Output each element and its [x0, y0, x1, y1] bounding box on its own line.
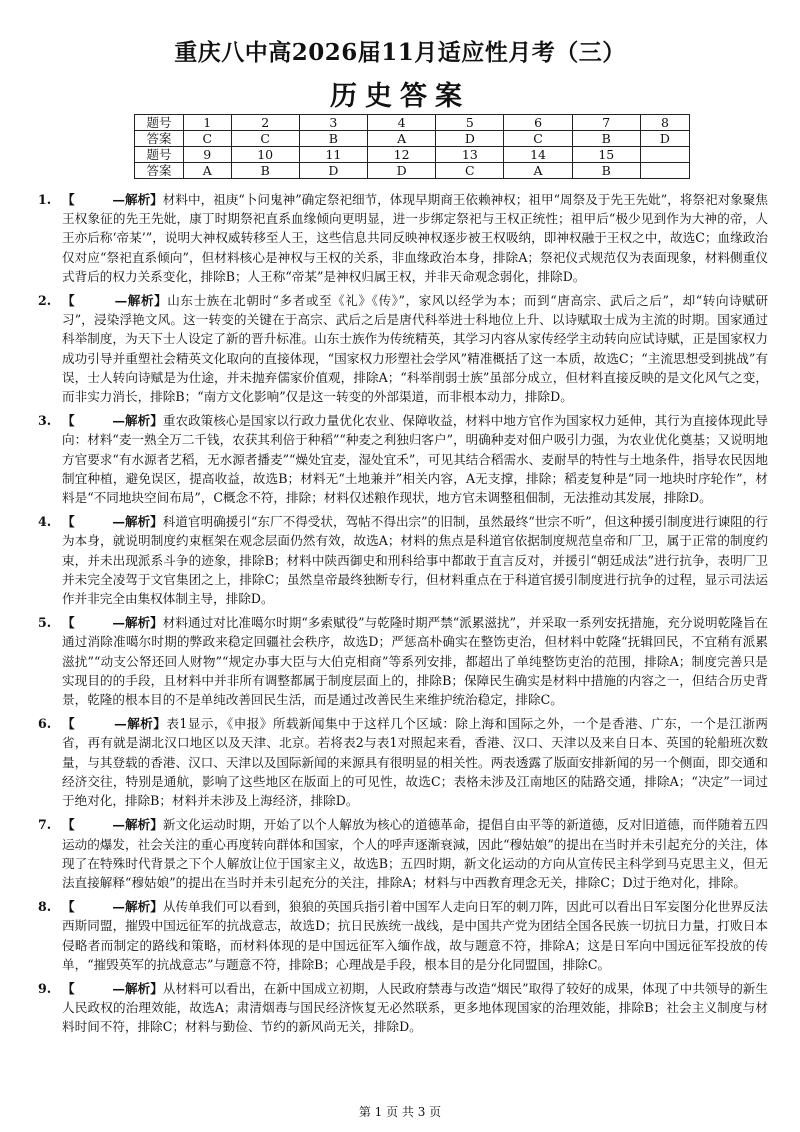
answer-table-cell: A	[504, 163, 572, 179]
question-number: 2.	[38, 293, 52, 309]
explanation-tag: 【 —解析】	[62, 192, 163, 207]
explanation-text: 科道官明确援引“东厂不得受状，驾帖不得出宗”的旧制，虽然最终“世宗不听”，但这种援引制度进行谏阻的行为本身，就说明制度约束框架在观念层面仍然有效，故选A；材料的焦点是科道官依据制度规范皇帝和厂卫，属于正常的制度约束，并未出现派系斗争的迹象，排除B；材料中陕西御史和刑科给事中都敢于直言反对，并援引“朝廷成法”进行抗争，表明厂卫并未完全凌驾于文官集团之上，排除C；虽然皇帝最终独断专行，但材料重点在于科道官援引制度进行抗争的过程，显示司法运作并非完全由集权体制主导，排除D。	[62, 514, 768, 607]
answer-table-cell: B	[572, 131, 640, 147]
explanation-tag: 【 —解析】	[62, 980, 163, 996]
explanation-body	[62, 897, 768, 974]
answer-table-row	[135, 147, 690, 163]
explanation-body	[62, 512, 768, 608]
answer-table-cell: 2	[231, 115, 299, 131]
answer-table-cell: D	[299, 163, 367, 179]
answer-table-row	[135, 131, 690, 147]
question-explanation	[38, 815, 768, 892]
answer-table-cell: 3	[299, 115, 367, 131]
answer-table-cell: C	[184, 131, 232, 147]
explanation-text: 山东士族在北朝时“多者或至《礼》《传》”，家风以经学为本；而到“唐高宗、武后之后”，却“转向诗赋研习”，浸染浮艳文风。这一转变的关键在于高宗、武后之后是唐代科举进士科地位上升、以诗赋取士成为主流的时期。国家通过科举制度，为天下士人设定了新的晋升标准。山东士族作为传统精英，其学习内容从家传经学主动转向应试诗赋，正是国家权力成功引导并重塑社会精英文化取向的直接体现，“国家权力形塑社会学风”精准概括了这一本质，故选C；“主流思想受到挑战”有误，士人转向诗赋是为仕途，并未抛弃儒家价值观，排除A；“科举削弱士族”虽部分成立，但材料直接反映的是文化风气之变，而非实力消长，排除B；“南方文化影响”仅是这一转变的外部渠道，而非根本动力，排除D。	[62, 293, 769, 405]
answer-table-header-cell: 题号	[135, 115, 184, 131]
answer-table-cell: B	[231, 163, 299, 179]
question-number: 5.	[38, 615, 52, 631]
question-number: 9.	[38, 980, 52, 996]
answer-table-cell	[640, 147, 689, 163]
answer-table-cell: 12	[368, 147, 436, 163]
answer-table-cell: 1	[184, 115, 232, 131]
answer-table-cell: 8	[640, 115, 689, 131]
explanation-body	[62, 190, 768, 286]
answer-table-cell: 7	[572, 115, 640, 131]
explanation-body	[62, 411, 768, 507]
explanation-text: 表1显示，《申报》所载新闻集中于这样几个区域：除上海和国际之外，一个是香港、广东，一个是江浙两省，再有就是湖北汉口地区以及天津、北京。若将表2与表1对照起来看，香港、汉口、天津以及来自日本、英国的轮船班次数量，与其登载的香港、汉口、天津以及国际新闻的来源具有很明显的相关性。两表透露了版面安排新闻的另一个侧面，即交通和经济交往，特别是通航，影响了这些地区在版面上的可见性，故选C；表格未涉及江南地区的陆路交通，排除A；“决定”一词过于绝对化，排除B；材料并未涉及上海经济，排除D。	[62, 716, 768, 809]
question-number: 8.	[38, 899, 52, 915]
answer-table	[134, 114, 690, 179]
explanation-tag: 【 —解析】	[62, 716, 167, 732]
question-number: 6.	[38, 716, 52, 732]
answer-table-row	[135, 163, 690, 179]
answer-table-cell: 9	[184, 147, 232, 163]
explanation-body	[62, 979, 768, 1037]
explanation-text: 新文化运动时期，开始了以个人解放为核心的道德革命，提倡自由平等的新道德，反对旧道德，而伴随着五四运动的爆发，社会关注的重心再度转向群体和国家，个人的呼声逐渐衰減，因此“穆姑娘”的提出在当时并未引起充分的关注，体现了在特殊时代背景之下个人解放让位于国家主义，故选B；五四时期，新文化运动的方向从宣传民主科学到马克思主义，但无法直接解释“穆姑娘”的提出在当时并未引起充分的关注，排除A；材料与中西教育理念无关，排除C；D过于绝对化，排除。	[62, 817, 769, 890]
answer-table-cell: 11	[299, 147, 367, 163]
explanation-tag: 【 —解析】	[62, 817, 163, 833]
question-number: 3.	[38, 413, 52, 429]
subject-title: 历史答案	[330, 81, 470, 112]
explanation-body	[62, 815, 768, 892]
question-explanation	[38, 291, 768, 406]
explanation-text: 从传单我们可以看到，狼狼的英国兵指引着中国军人走向日军的刺刀阵，因此可以看出日军妄图分化世界反法西斯同盟，摧毁中国远征军的抗战意志，故选D；抗日民族统一战线，是中国共产党为团结全国各民族一切抗日力量，打败日本侵略者而制定的路线和策略，而材料体现的是中国远征军入缅作战，故与题意不符，排除A；这是日军向中国远征军投放的传单，“摧毁英军的抗战意志”与题意不符，排除B；心理战是手段，根本目的是分化同盟国，排除C。	[62, 899, 769, 972]
explanations-list	[38, 190, 768, 1042]
answer-table-cell: A	[184, 163, 232, 179]
question-number: 1.	[38, 192, 52, 207]
explanation-body	[62, 714, 768, 810]
explanation-tag: 【 —解析】	[62, 413, 163, 429]
answer-table-cell: C	[504, 131, 572, 147]
answer-table-header-cell: 答案	[135, 163, 184, 179]
explanation-tag: 【 —解析】	[62, 293, 168, 309]
question-number: 7.	[38, 817, 52, 833]
explanation-text: 重农政策核心是国家以行政力量优化农业、保障收益，材料中地方官作为国家权力延伸，其行为直接体现此导向：材料“麦一熟全万二千钱，农获其利倍于种稻”“种麦之利独归客户”，明确种麦对佃户吸引力强，为农业优化奠基；又说明地方官要求“有水源者艺稻，无水源者播麦”“燥处宜麦，湿处宜禾”，可见其结合稻需水、麦耐旱的特性与土地条件，指导农民因地制宜种植，避免误区，提高收益，故选B；材料无“土地兼并”相关内容，A无支撑，排除；稻麦复种是“同一地块时序轮作”，材料是“不同地块空间布局”，C概念不符，排除；材料仅述粮作现状，地方官未调整租佃制，无法推动其发展，排除D。	[62, 413, 769, 506]
answer-table-cell: 13	[436, 147, 504, 163]
answer-table-cell: 5	[436, 115, 504, 131]
answer-table-cell: 14	[504, 147, 572, 163]
question-explanation	[38, 613, 768, 709]
explanation-body	[62, 613, 768, 709]
answer-table-cell: D	[436, 131, 504, 147]
question-number: 4.	[38, 514, 52, 530]
explanation-tag: 【 —解析】	[62, 899, 163, 915]
answer-table-cell	[640, 163, 689, 179]
question-explanation	[38, 190, 768, 286]
page-footer: 第 1 页 共 3 页	[358, 1105, 442, 1119]
explanation-tag: 【 —解析】	[62, 514, 163, 530]
explanation-text: 从材料可以看出，在新中国成立初期，人民政府禁毒与改造“烟民”取得了较好的成果，体现了中共领导的新生人民政权的治理效能，故选A；肃清烟毒与国民经济恢复无必然联系，更多地体现国家的治理效能，排除B；社会主义制度与材料时间不符，排除C；材料与勤俭、节约的新风尚无关，排除D。	[62, 980, 768, 1035]
question-explanation	[38, 979, 768, 1037]
answer-table-header-cell: 答案	[135, 131, 184, 147]
question-explanation	[38, 411, 768, 507]
question-explanation	[38, 512, 768, 608]
explanation-text: 材料通过对比准噶尔时期“多索赋役”与乾隆时期严禁“派累滋扰”，并采取一系列安抚措施，充分说明乾隆旨在通过消除准噶尔时期的弊政来稳定回疆社会秩序，故选D；严惩高朴确实在整饬吏治，但材料中乾隆“抚辑回民，不宜稍有派累滋扰”“动支公帑还回人财物”“规定办事大臣与大伯克相商”等系列安排，都超出了单纯整饬吏治的范围，排除A；制度完善只是实现目的的手段，且材料中并非所有调整都属于制度层面上的，排除B；保障民生确实是材料中措施的内容之一，但结合历史背景，乾隆的根本目的不是单纯改善回民生活，而是通过改善民生来维护统治稳定，排除C。	[62, 615, 768, 708]
answer-table-header-cell: 题号	[135, 147, 184, 163]
answer-table-cell: B	[299, 131, 367, 147]
answer-table-cell: B	[572, 163, 640, 179]
exam-title: 重庆八中高2026届11月适应性月考（三）	[174, 39, 626, 66]
answer-table-cell: D	[368, 163, 436, 179]
answer-table-cell: D	[640, 131, 689, 147]
answer-table-cell: 4	[368, 115, 436, 131]
answer-table-cell: 6	[504, 115, 572, 131]
explanation-text: 材料中，祖庚“卜问鬼神”确定祭祀细节，体现早期商王依赖神权；祖甲“周祭及于先王先妣”，将祭祀对象聚焦王权象征的先王先妣，康丁时期祭祀直系血缘倾向更明显，进一步绑定祭祀与王权正统性；祖甲后“极少见到作为大神的帝，人王亦后称‘帝某’”，说明大神权威转移至人王，这些信息共同反映神权逐步被王权吸纳，即神权融于王权之中，故选C；血缘政治仅对应“祭祀直系倾向”，但材料核心是神权与王权的关系，非血缘政治本身，排除A；祭祀仪式规范仅为表面现象，材料侧重仪式背后的权力关系变化，排除B；人王称“帝某”是神权归属王权，并非天命观念弱化，排除D。	[62, 192, 768, 284]
answer-table-row	[135, 115, 690, 131]
question-explanation	[38, 897, 768, 974]
answer-table-cell: C	[436, 163, 504, 179]
answer-table-cell: 10	[231, 147, 299, 163]
explanation-tag: 【 —解析】	[62, 615, 163, 631]
answer-table-cell: C	[231, 131, 299, 147]
answer-table-cell: A	[368, 131, 436, 147]
answer-table-cell: 15	[572, 147, 640, 163]
explanation-body	[62, 291, 768, 406]
question-explanation	[38, 714, 768, 810]
